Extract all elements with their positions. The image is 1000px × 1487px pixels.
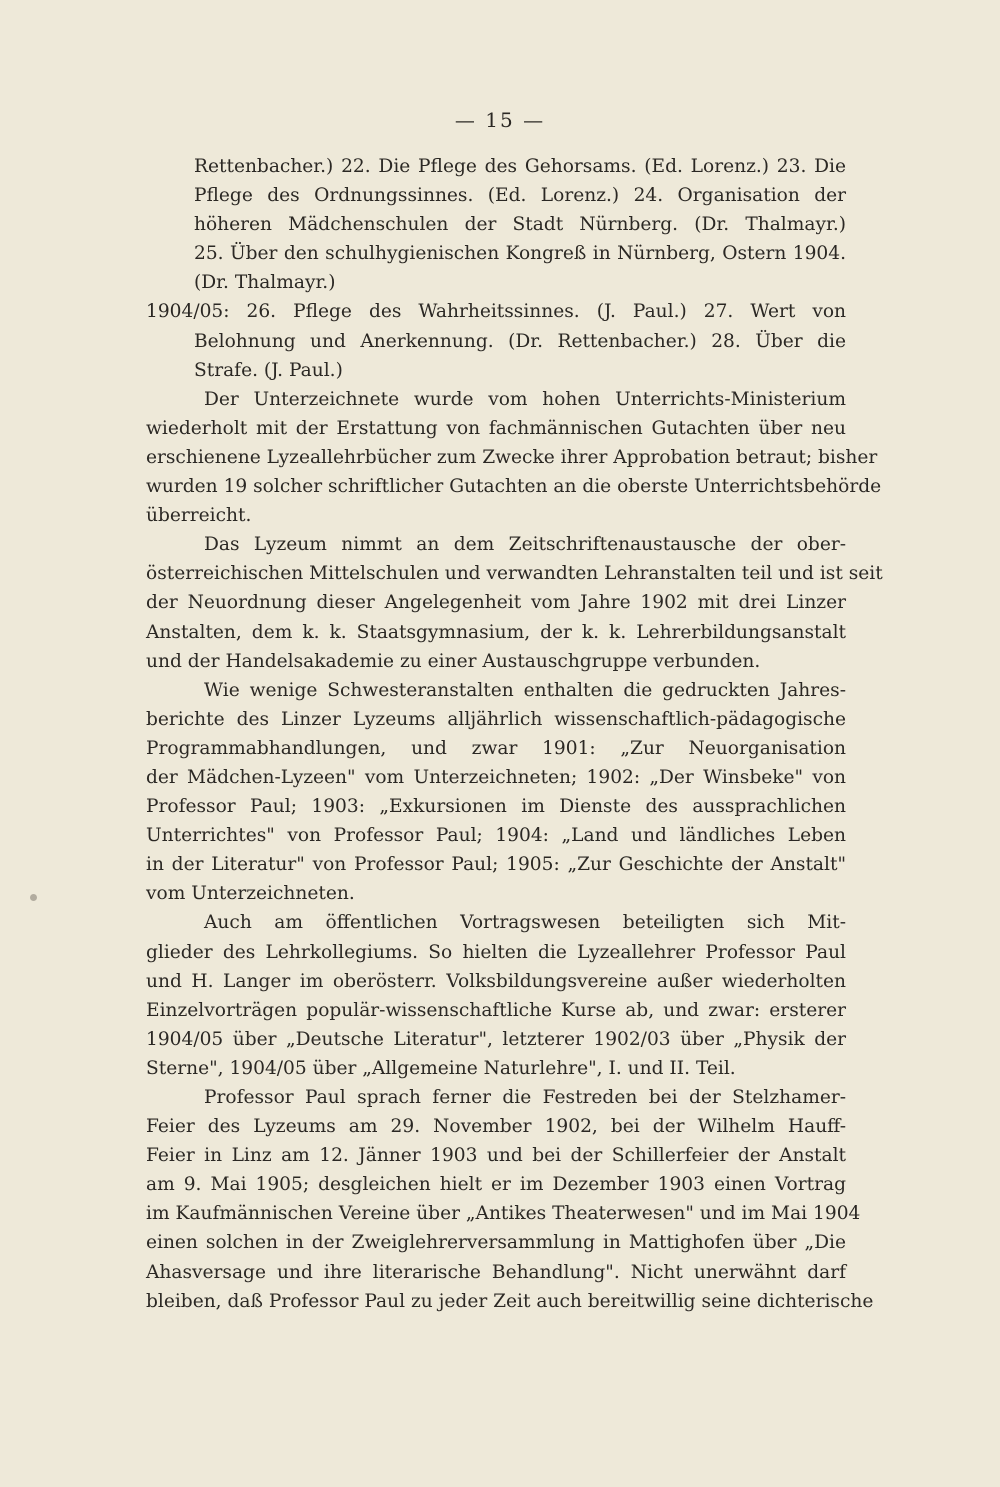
text-line: Ahasversage und ihre literarische Behandlung". Nicht unerwähnt darf	[146, 1261, 846, 1283]
text-line: Feier des Lyzeums am 29. November 1902, bei der Wilhelm Hauff-	[146, 1116, 846, 1138]
text-line: Professor Paul sprach ferner die Festreden bei der Stelzhamer-	[204, 1087, 846, 1108]
text-line: erschienene Lyzeallehrbücher zum Zwecke ihrer Approbation betraut; bisher	[146, 446, 878, 468]
text-line: wiederholt mit der Erstattung von fachmännischen Gutachten über neu	[146, 417, 846, 439]
text-line: Pflege des Ordnungssinnes. (Ed. Lorenz.) 24. Organisation der	[194, 185, 846, 207]
text-line: Einzelvorträgen populär-wissenschaftliche Kurse ab, und zwar: ersterer	[146, 999, 846, 1021]
text-line: Das Lyzeum nimmt an dem Zeitschriftenaustausche der ober-	[204, 534, 846, 556]
text-line: Programmabhandlungen, und zwar 1901: „Zur Neuorganisation	[146, 737, 846, 759]
text-line: Belohnung und Anerkennung. (Dr. Rettenbacher.) 28. Über die	[194, 330, 846, 352]
body-text	[146, 152, 883, 1316]
text-line: vom Unterzeichneten.	[146, 883, 355, 905]
text-line: der Neuordnung dieser Angelegenheit vom Jahre 1902 mit drei Linzer	[146, 592, 846, 614]
text-line: 25. Über den schulhygienischen Kongreß in Nürnberg, Ostern 1904.	[194, 243, 846, 265]
text-line: Rettenbacher.) 22. Die Pflege des Gehorsams. (Ed. Lorenz.) 23. Die	[194, 156, 846, 177]
text-line: in der Literatur" von Professor Paul; 1905: „Zur Geschichte der Anstalt"	[146, 854, 846, 876]
text-line: höheren Mädchenschulen der Stadt Nürnberg. (Dr. Thalmayr.)	[194, 214, 846, 236]
text-line: 1904/05: 26. Pflege des Wahrheitssinnes. (J. Paul.) 27. Wert von	[146, 301, 846, 323]
paper-spot	[30, 894, 37, 901]
text-line: Strafe. (J. Paul.)	[194, 359, 343, 381]
page-number: — 15 —	[454, 108, 546, 132]
text-line: am 9. Mai 1905; desgleichen hielt er im Dezember 1903 einen Vortrag	[146, 1174, 846, 1196]
text-line: der Mädchen-Lyzeen" vom Unterzeichneten; 1902: „Der Winsbeke" von	[146, 766, 846, 788]
text-line: wurden 19 solcher schriftlicher Gutachten an die oberste Unterrichtsbehörde	[146, 476, 882, 498]
text-line: Sterne", 1904/05 über „Allgemeine Naturlehre", I. und II. Teil.	[146, 1057, 736, 1079]
text-line: und H. Langer im oberösterr. Volksbildungsvereine außer wiederholten	[146, 970, 846, 992]
text-line: glieder des Lehrkollegiums. So hielten die Lyzeallehrer Professor Paul	[146, 941, 846, 963]
text-line: überreicht.	[146, 505, 252, 527]
text-line: im Kaufmännischen Vereine über „Antikes Theaterwesen" und im Mai 1904	[146, 1203, 861, 1225]
text-line: Feier in Linz am 12. Jänner 1903 und bei der Schillerfeier der Anstalt	[146, 1145, 846, 1167]
text-line: österreichischen Mittelschulen und verwandten Lehranstalten teil und ist seit	[146, 563, 883, 585]
text-line: Unterrichtes" von Professor Paul; 1904: „Land und ländliches Leben	[146, 825, 846, 847]
text-line: Auch am öffentlichen Vortragswesen beteiligten sich Mit-	[204, 912, 846, 934]
text-line: berichte des Linzer Lyzeums alljährlich wissenschaftlich-pädagogische	[146, 708, 846, 730]
text-line: und der Handelsakademie zu einer Austauschgruppe verbunden.	[146, 650, 761, 672]
text-line: einen solchen in der Zweiglehrerversammlung in Mattighofen über „Die	[146, 1232, 846, 1254]
text-line: Der Unterzeichnete wurde vom hohen Unterrichts-Ministerium	[204, 388, 846, 410]
text-line: Anstalten, dem k. k. Staatsgymnasium, der k. k. Lehrerbildungsanstalt	[146, 621, 846, 643]
text-line: bleiben, daß Professor Paul zu jeder Zeit auch bereitwillig seine dichterische	[146, 1290, 874, 1312]
text-line: Professor Paul; 1903: „Exkursionen im Dienste des aussprachlichen	[146, 796, 846, 818]
text-line: Wie wenige Schwesteranstalten enthalten die gedruckten Jahres-	[204, 679, 846, 701]
text-line: (Dr. Thalmayr.)	[194, 272, 336, 294]
text-line: 1904/05 über „Deutsche Literatur", letzterer 1902/03 über „Physik der	[146, 1028, 846, 1050]
